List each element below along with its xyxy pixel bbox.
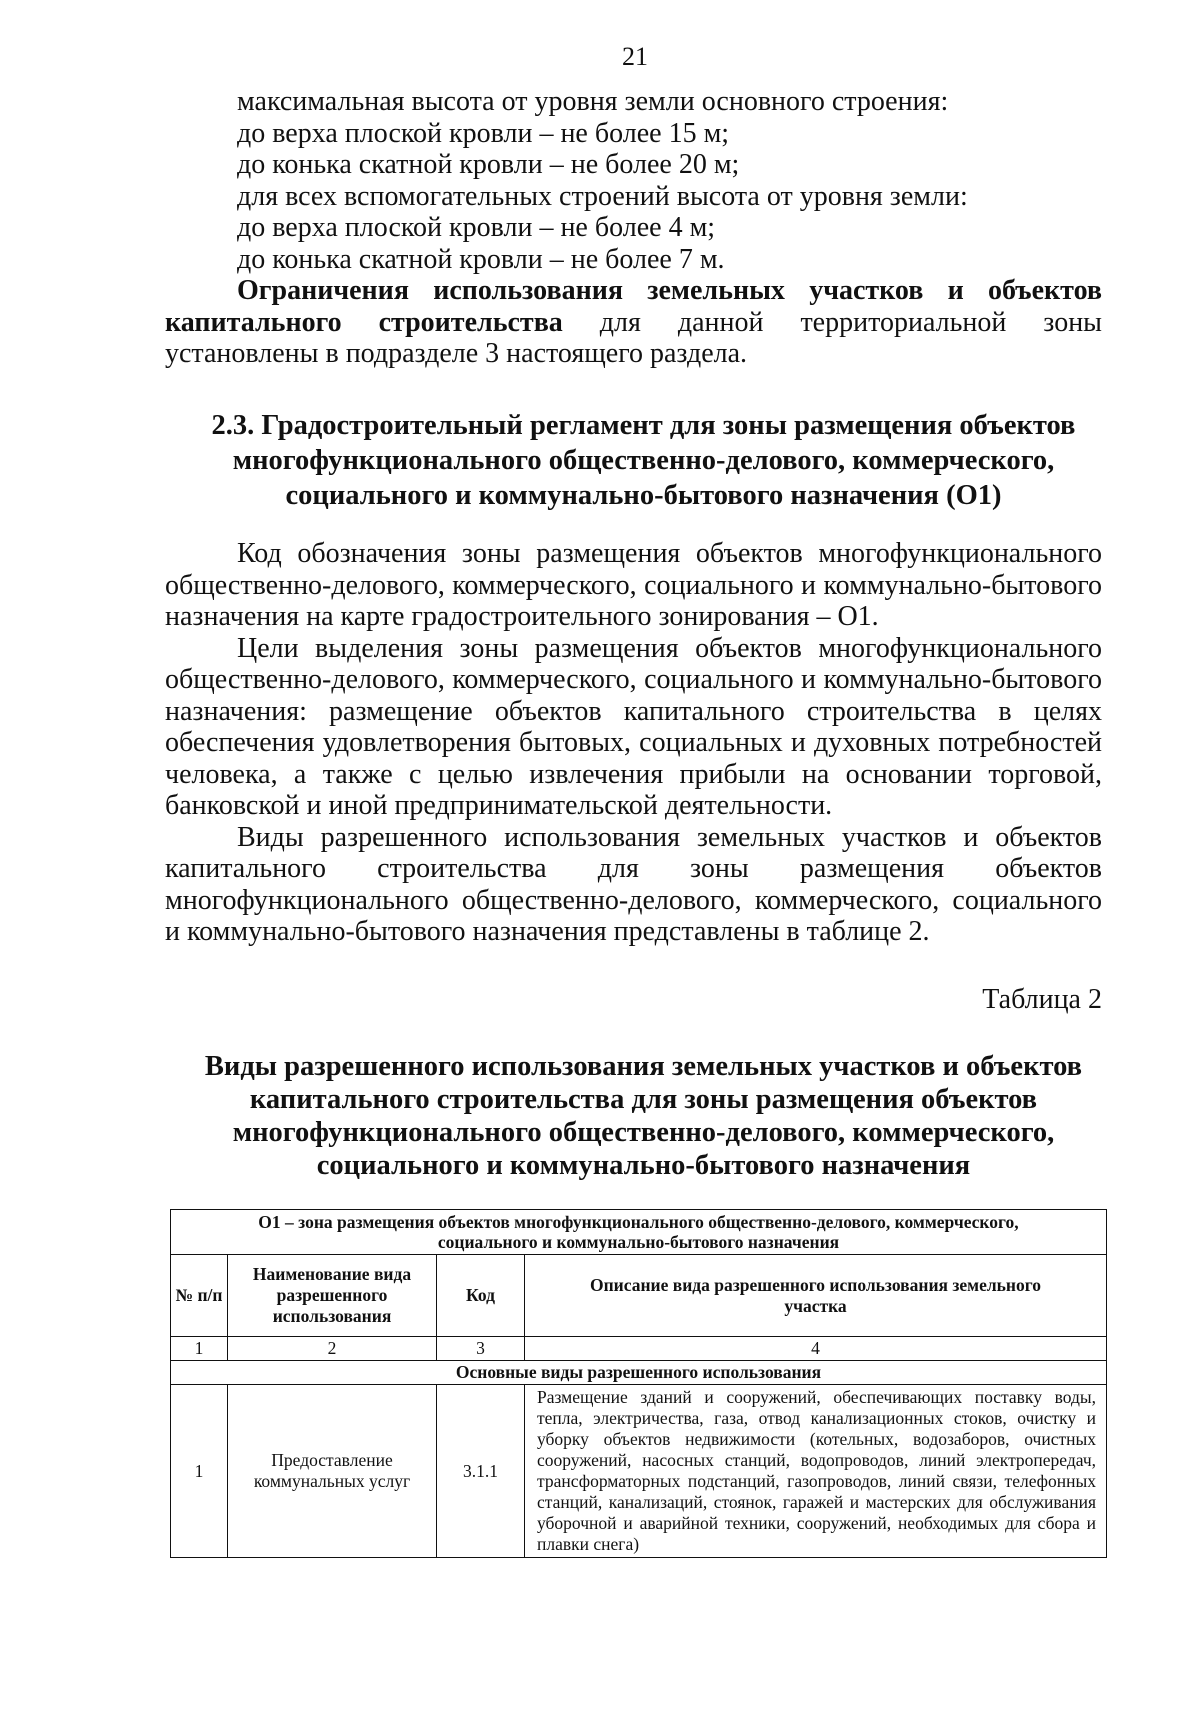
table-label: Таблица 2 [982,984,1102,1015]
paragraph-kinds: Виды разрешенного использования земельных участков и объектов капитального строительства для зоны размещения объектов многофункционального общественно-делового, коммерческого, социального и коммунально-бытового назначения представлены в таблице 2. [165,821,1102,947]
height-line: до конька скатной кровли – не более 7 м. [237,243,725,275]
column-number: 3 [437,1337,525,1361]
group-row [171,1361,1107,1385]
table-title: Виды разрешенного использования земельных участков и объектов капитального строительства для зоны размещения объектов многофункционального общественно-делового, коммерческого, социального и коммунально-бытового назначения [204,1051,1083,1181]
group-label: Основные виды разрешенного использования [171,1361,1107,1385]
page-number: 21 [622,42,648,71]
permitted-use-table [170,1209,1107,1558]
column-header: Описание вида разрешенного использования земельного участка [525,1255,1107,1337]
column-header: Наименование вида разрешенного использования [228,1255,437,1337]
row-code: 3.1.1 [437,1385,525,1558]
height-line: для всех вспомогательных строений высота от уровня земли: [237,180,968,212]
column-number: 2 [228,1337,437,1361]
row-description: Размещение зданий и сооружений, обеспечивающих поставку воды, тепла, электричества, газа, отвод канализационных стоков, очистку и уборку объектов недвижимости (котельных, водозаборов, очистных сооружений, насосных станций, водопроводов, линий электропередач, трансформаторных подстанций, газопроводов, линий связи, телефонных станций, канализаций, стоянок, гаражей и мастерских для обслуживания уборочной и аварийной техники, сооружений, необходимых для сбора и плавки снега) [525,1385,1107,1558]
table-row [171,1385,1107,1558]
restrictions-bold: Ограничения использования земельных участков и объектов капитального строительства [165,275,1102,338]
column-number: 4 [525,1337,1107,1361]
column-header: Код [437,1255,525,1337]
height-line: до верха плоской кровли – не более 4 м; [237,212,716,243]
column-header: № п/п [171,1255,228,1337]
column-number-row [171,1337,1107,1361]
height-line: максимальная высота от уровня земли основного строения: [237,86,949,117]
body-paragraphs [165,538,1102,948]
paragraph-code: Код обозначения зоны размещения объектов многофункционального общественно-делового, коммерческого, социального и коммунально-бытового назначения на карте градостроительного зонирования – О1. [165,538,1102,632]
height-limits-block [165,86,1102,370]
paragraph-goals: Цели выделения зоны размещения объектов многофункционального общественно-делового, коммерческого, социального и коммунально-бытового назначения: размещение объектов капитального строительства в целях обеспечения удовлетворения бытовых, социальных и духовных потребностей человека, а также с целью извлечения прибыли на основании торговой, банковской и иной предпринимательской деятельности. [165,632,1102,821]
section-heading: 2.3. Градостроительный регламент для зоны размещения объектов многофункционального общественно-делового, коммерческого, социального и коммунально-бытового назначения (О1) [211,410,1076,511]
height-line: до верха плоской кровли – не более 15 м; [237,117,730,149]
column-header-row [171,1255,1107,1337]
height-line: до конька скатной кровли – не более 20 м; [237,149,740,180]
restrictions-rest: для данной территориальной зоны установлены в подразделе 3 настоящего раздела. [165,306,1102,369]
row-use-name: Предоставление коммунальных услуг [228,1385,437,1558]
zone-header-row [171,1210,1107,1255]
row-number: 1 [171,1385,228,1558]
column-number: 1 [171,1337,228,1361]
zone-header-cell: О1 – зона размещения объектов многофункционального общественно-делового, коммерческого, социального и коммунально-бытового назначения [171,1210,1107,1255]
restrictions-paragraph [165,275,1102,370]
